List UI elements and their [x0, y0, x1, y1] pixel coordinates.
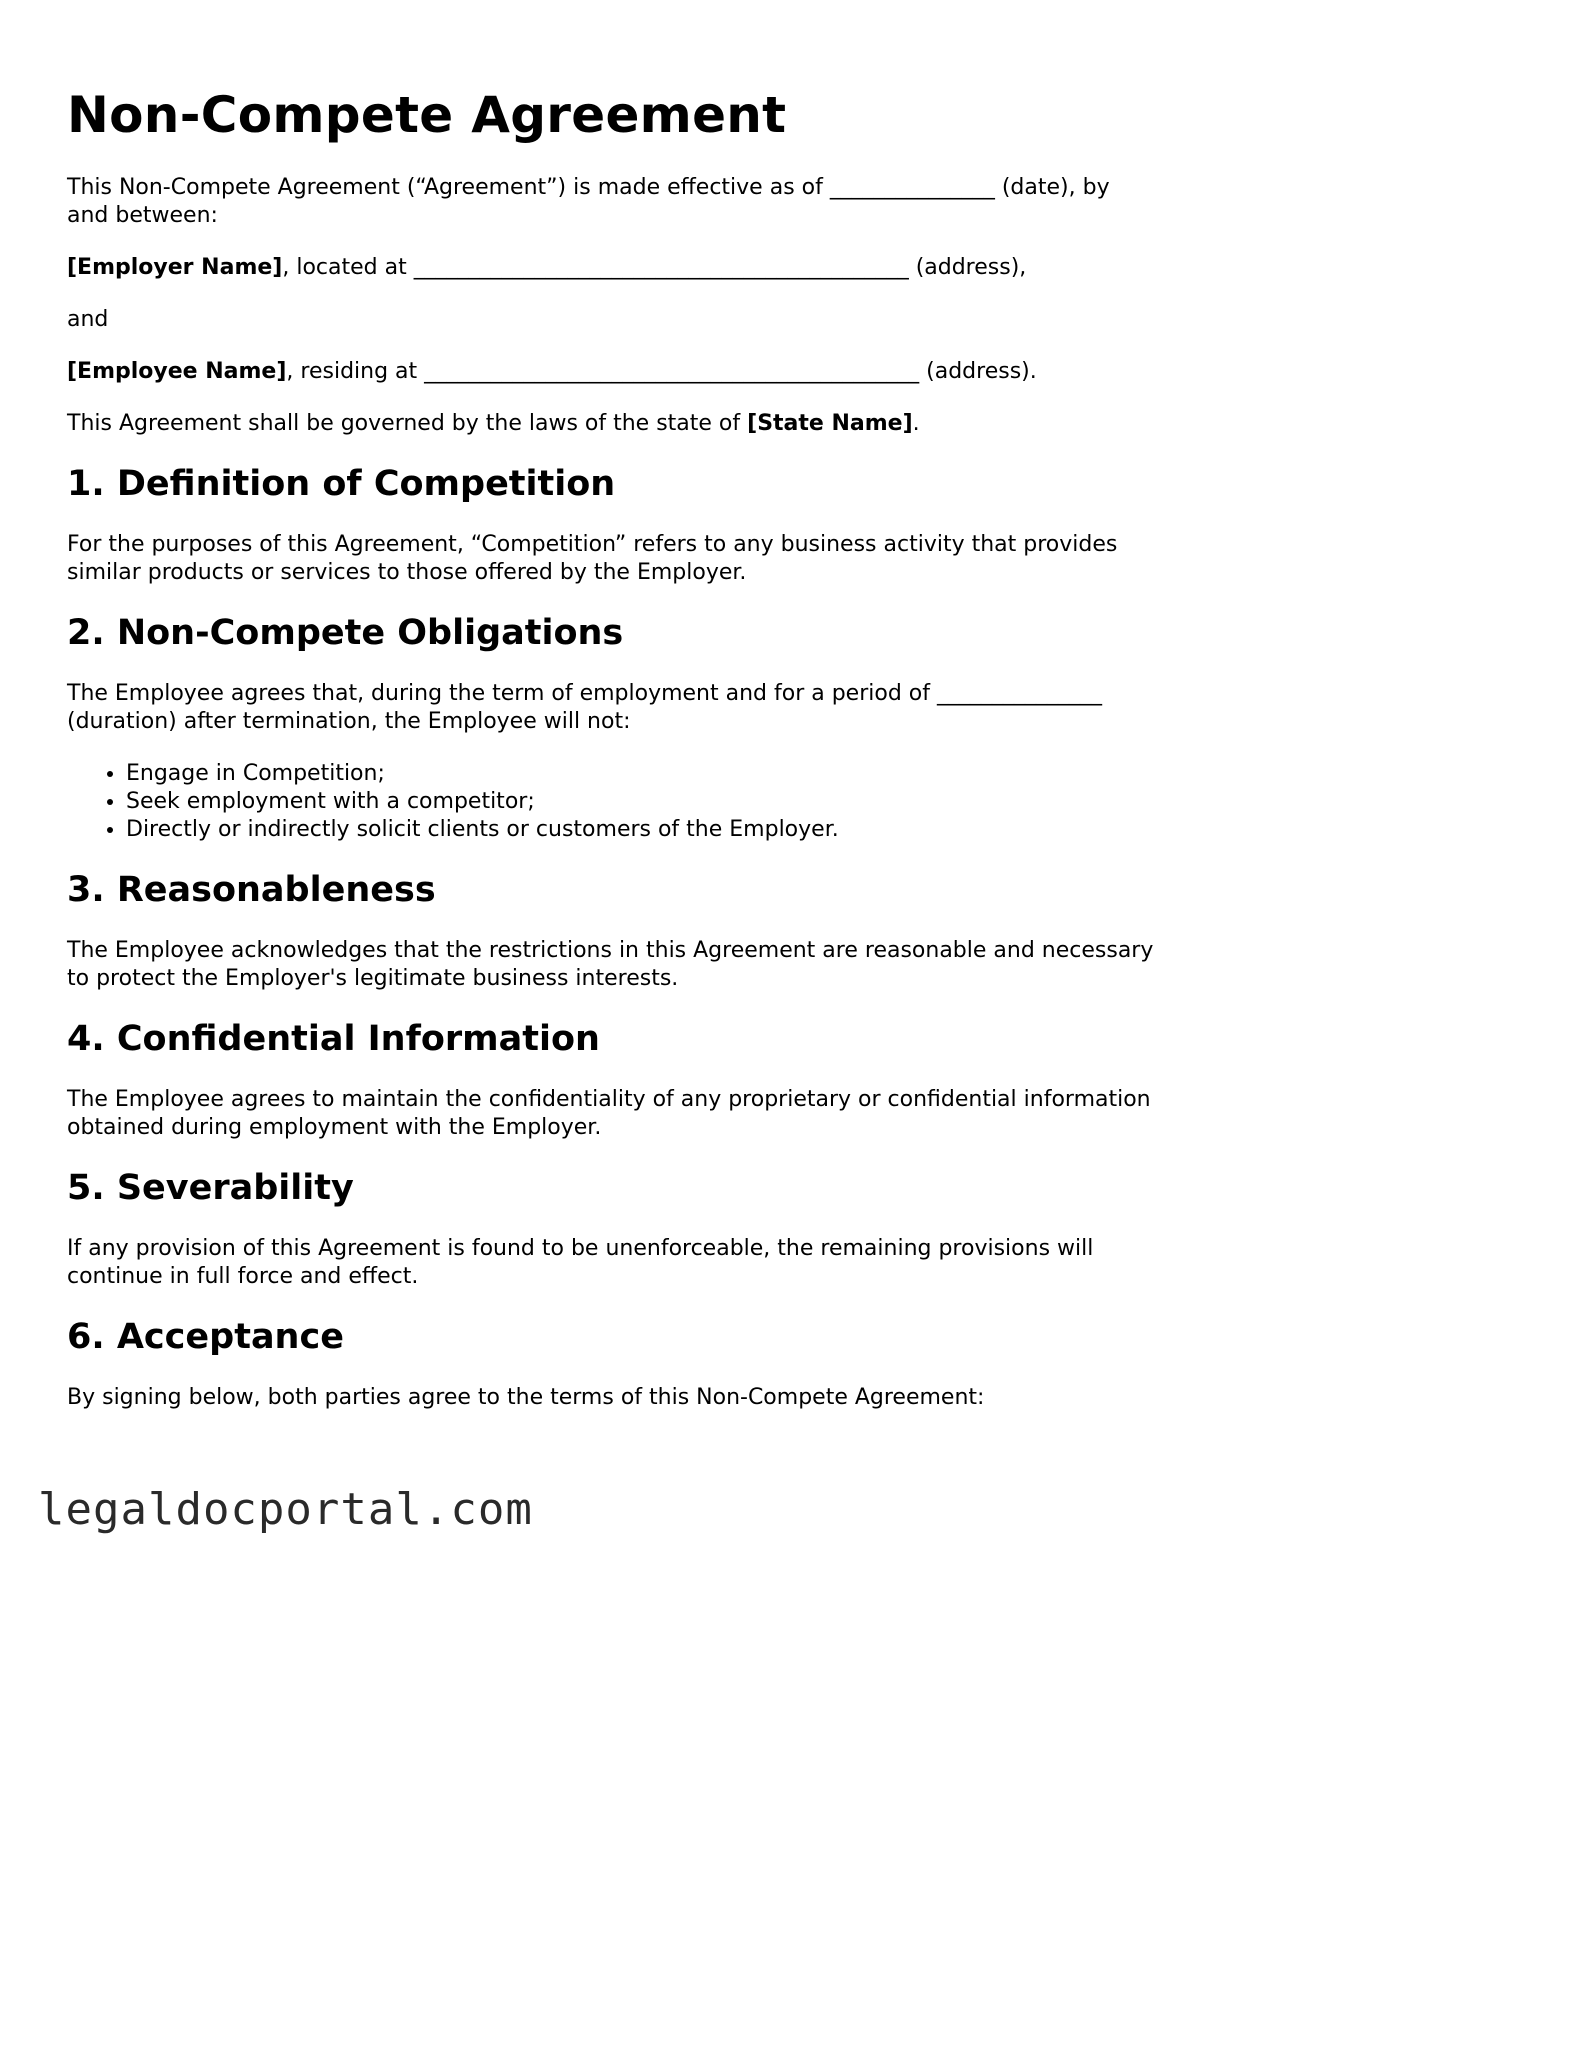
employee-name-placeholder: [Employee Name]: [67, 359, 287, 384]
state-name-placeholder: [State Name]: [747, 411, 913, 436]
section-4-heading: 4. Confidential Information: [67, 1019, 600, 1059]
employee-address-line: , residing at _____________________________________________ (address).: [286, 359, 1037, 384]
section-6-heading: 6. Acceptance: [67, 1317, 344, 1357]
governing-law-suffix: .: [912, 411, 920, 436]
employer-paragraph: [67, 254, 1157, 282]
section-5-heading: 5. Severability: [67, 1168, 354, 1208]
list-item: • Directly or indirectly solicit clients or customers of the Employer.: [126, 816, 1157, 844]
section-6-body: By signing below, both parties agree to the terms of this Non-Compete Agreement:: [67, 1385, 985, 1410]
employer-address-line: , located at _____________________________________________ (address),: [282, 255, 1027, 280]
section-2-body: The Employee agrees that, during the term of employment and for a period of _______________ (duration) after termination, the Employee will not:: [67, 681, 1102, 734]
governing-law-prefix: This Agreement shall be governed by the laws of the state of: [67, 411, 748, 436]
intro-paragraph: This Non-Compete Agreement (“Agreement”) is made effective as of _______________ (date), by and between:: [67, 175, 1110, 228]
section-3-body: The Employee acknowledges that the restrictions in this Agreement are reasonable and necessary to protect the Employer's legitimate business interests.: [67, 938, 1154, 991]
document-page: [67, 84, 1157, 1436]
and-paragraph: and: [67, 307, 109, 332]
obligations-list: [67, 760, 1157, 844]
watermark-text: legaldocportal.com: [38, 1484, 533, 1535]
section-1-body: For the purposes of this Agreement, “Competition” refers to any business activity that provides similar products or services to those offered by the Employer.: [67, 532, 1118, 585]
section-4-body: The Employee agrees to maintain the confidentiality of any proprietary or confidential information obtained during employment with the Employer.: [67, 1087, 1151, 1140]
section-2-heading: 2. Non-Compete Obligations: [67, 613, 624, 653]
section-5-body: If any provision of this Agreement is found to be unenforceable, the remaining provisions will continue in full force and effect.: [67, 1236, 1094, 1289]
list-item: • Engage in Competition;: [126, 760, 1157, 788]
employee-paragraph: [67, 358, 1157, 386]
document-title: Non-Compete Agreement: [67, 86, 787, 144]
list-item: • Seek employment with a competitor;: [126, 788, 1157, 816]
section-1-heading: 1. Definition of Competition: [67, 464, 616, 504]
employer-name-placeholder: [Employer Name]: [67, 255, 283, 280]
section-3-heading: 3. Reasonableness: [67, 870, 436, 910]
governing-law-paragraph: [67, 410, 1157, 438]
